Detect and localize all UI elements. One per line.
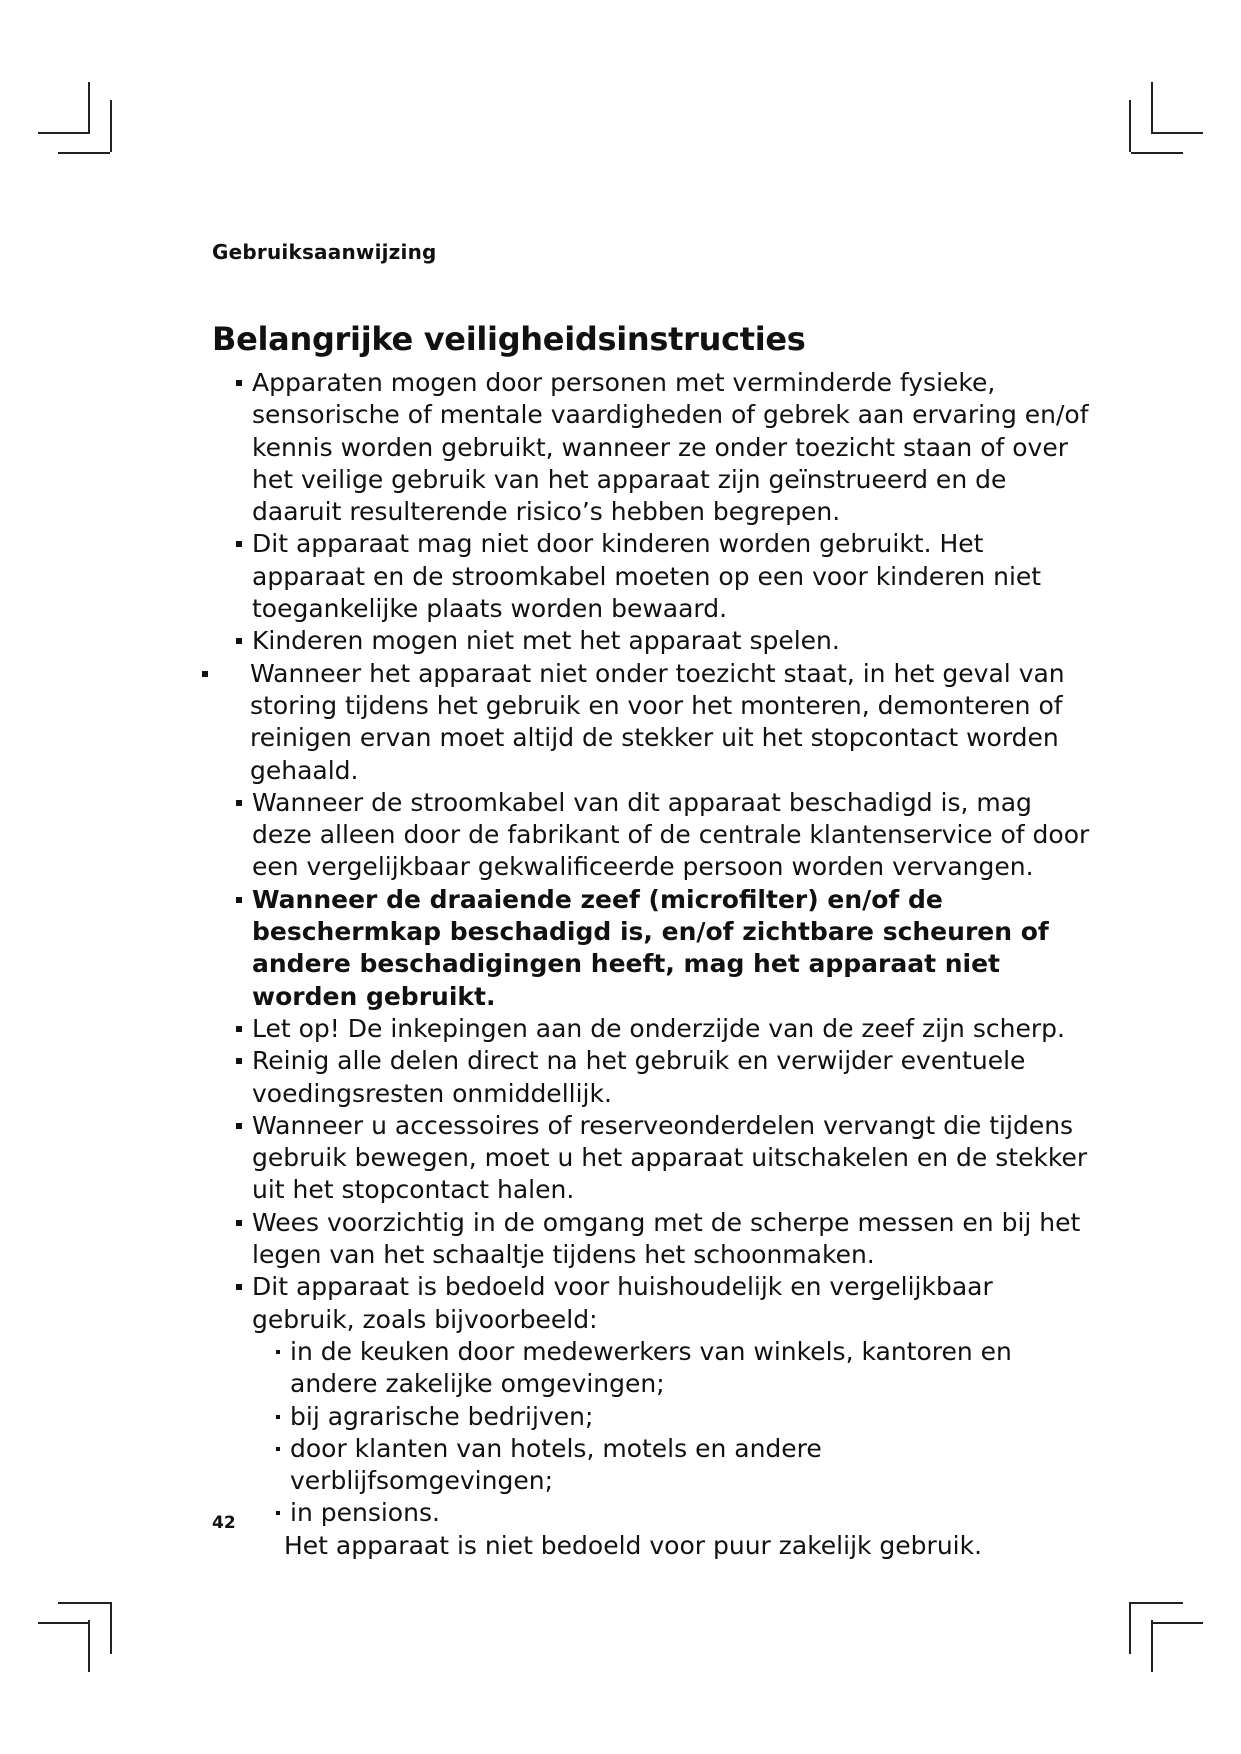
page-number: 42 — [212, 1513, 236, 1533]
list-item — [212, 787, 1092, 884]
list-item-text: Wanneer de stroomkabel van dit apparaat beschadigd is, mag deze alleen door de fabrikant of de centrale klantenservice of door een vergelijkbaar gekwalificeerde persoon worden vervangen. — [252, 787, 1090, 882]
list-item — [212, 1271, 1092, 1336]
list-item-text: Reinig alle delen direct na het gebruik en verwijder eventuele voedingsresten onmiddellijk. — [252, 1046, 1026, 1108]
crop-mark — [58, 152, 110, 154]
square-bullet-icon — [236, 1284, 242, 1290]
closing-note: Het apparaat is niet bedoeld voor puur zakelijk gebruik. — [284, 1530, 983, 1560]
crop-mark — [38, 132, 90, 134]
sub-list-item — [274, 1401, 1092, 1433]
crop-mark — [110, 100, 112, 152]
list-item-warning — [212, 884, 1092, 1013]
square-bullet-icon — [236, 1058, 242, 1064]
list-item — [212, 1013, 1092, 1045]
list-item-text: Dit apparaat mag niet door kinderen worden gebruikt. Het apparaat en de stroomkabel moeten op een voor kinderen niet toegankelijke plaats worden bewaard. — [252, 529, 1042, 624]
square-bullet-icon — [236, 1123, 242, 1129]
crop-mark — [1131, 152, 1183, 154]
square-bullet-icon — [236, 1220, 242, 1226]
sub-list-item — [274, 1433, 1092, 1498]
list-item — [212, 625, 1092, 657]
crop-mark — [1151, 1622, 1203, 1624]
safety-instructions-list — [212, 367, 1092, 1562]
list-item-text: Wanneer het apparaat niet onder toezicht staat, in het geval van storing tijdens het gebruik en voor het monteren, demonteren of reinigen ervan moet altijd de stekker uit het stopcontact worden gehaald. — [250, 658, 1065, 785]
crop-mark — [1131, 1602, 1183, 1604]
sub-list-item-text: in de keuken door medewerkers van winkels, kantoren en andere zakelijke omgevingen; — [290, 1336, 1012, 1399]
sub-list-item-text: in pensions. — [290, 1498, 440, 1528]
crop-mark — [88, 1620, 90, 1672]
list-item — [212, 1110, 1092, 1207]
dot-bullet-icon — [276, 1511, 280, 1515]
list-item-text: Wanneer u accessoires of reserveonderdelen vervangt die tijdens gebruik bewegen, moet u het apparaat uitschakelen en de stekker uit het stopcontact halen. — [252, 1110, 1088, 1205]
dot-bullet-icon — [276, 1415, 280, 1419]
square-bullet-icon — [236, 541, 242, 547]
list-item-text: Wanneer de draaiende zeef (microfilter) en/of de beschermkap beschadigd is, en/of zichtbare scheuren of andere beschadigingen heeft, mag het apparaat niet worden gebruikt. — [252, 884, 1049, 1011]
section-title: Belangrijke veiligheidsinstructies — [212, 320, 806, 358]
crop-mark — [38, 1622, 90, 1624]
list-item — [196, 658, 1092, 787]
square-bullet-icon — [202, 671, 208, 677]
list-item — [212, 1045, 1092, 1110]
list-item-text: Let op! De inkepingen aan de onderzijde van de zeef zijn scherp. — [252, 1013, 1065, 1043]
crop-mark — [1151, 82, 1153, 134]
crop-mark — [1151, 132, 1203, 134]
sub-list-item — [274, 1336, 1092, 1401]
crop-mark — [58, 1602, 110, 1604]
list-item-text: Kinderen mogen niet met het apparaat spelen. — [252, 626, 840, 656]
running-header: Gebruiksaanwijzing — [212, 240, 437, 264]
dot-bullet-icon — [276, 1447, 280, 1451]
crop-mark — [1151, 1620, 1153, 1672]
crop-mark — [88, 82, 90, 134]
sub-list-item-text: bij agrarische bedrijven; — [290, 1401, 594, 1431]
sub-list-item-text: door klanten van hotels, motels en andere verblijfsomgevingen; — [290, 1433, 822, 1496]
crop-mark — [1129, 100, 1131, 152]
square-bullet-icon — [236, 1026, 242, 1032]
square-bullet-icon — [236, 800, 242, 806]
sub-list-item — [274, 1497, 1092, 1529]
list-item-text: Wees voorzichtig in de omgang met de scherpe messen en bij het legen van het schaaltje tijdens het schoonmaken. — [252, 1207, 1081, 1270]
list-item-text: Dit apparaat is bedoeld voor huishoudelijk en vergelijkbaar gebruik, zoals bijvoorbeeld: — [252, 1272, 993, 1334]
list-item-text: Apparaten mogen door personen met verminderde fysieke, sensorische of mentale vaardigheden of gebrek aan ervaring en/of kennis worden gebruikt, wanneer ze onder toezicht staan of over het veilige gebruik van het apparaat zijn geïnstrueerd en de daaruit resulterende risico’s hebben begrepen. — [252, 368, 1089, 527]
list-item — [212, 528, 1092, 625]
square-bullet-icon — [236, 380, 242, 386]
list-item — [212, 367, 1092, 528]
list-item — [212, 1207, 1092, 1272]
crop-mark — [1129, 1602, 1131, 1654]
crop-mark — [110, 1602, 112, 1654]
square-bullet-icon — [236, 638, 242, 644]
dot-bullet-icon — [276, 1350, 280, 1354]
square-bullet-icon — [236, 897, 242, 903]
